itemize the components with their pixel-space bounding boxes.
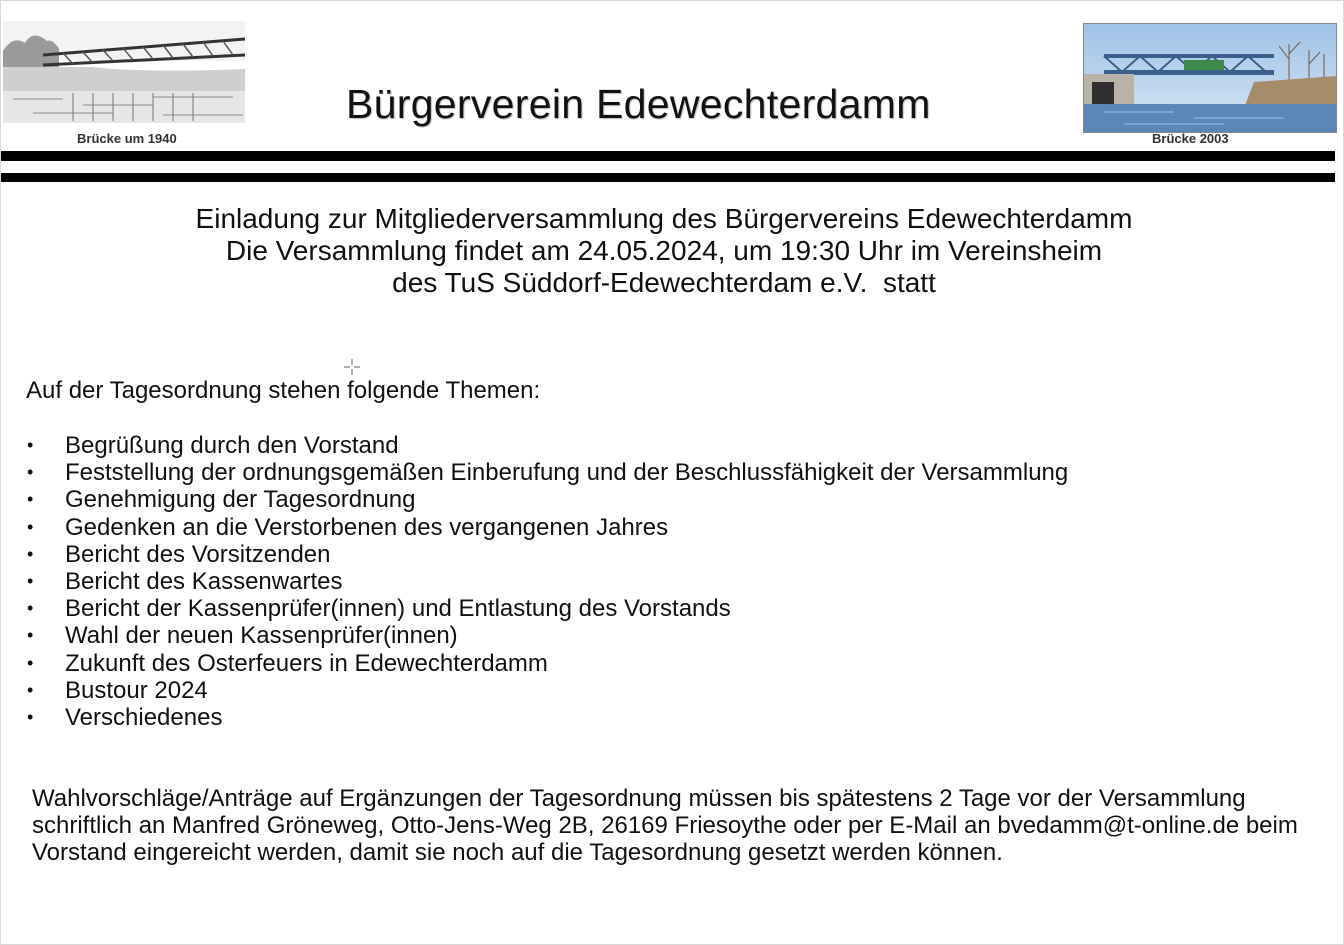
agenda-item-text: Bericht des Vorsitzenden (65, 540, 331, 568)
invitation-line-3: des TuS Süddorf-Edewechterdam e.V. statt (392, 267, 936, 298)
bullet-icon: • (27, 652, 34, 673)
modern-bridge-image (1083, 23, 1337, 133)
agenda-item (26, 677, 1068, 704)
agenda-item-text: Genehmigung der Tagesordnung (65, 486, 416, 514)
bullet-icon: • (27, 679, 34, 700)
bullet-icon: • (27, 598, 34, 619)
agenda-item (26, 704, 1068, 731)
header-rule-thick (1, 151, 1335, 161)
agenda-item (26, 568, 1068, 595)
agenda-item (26, 432, 1068, 459)
invitation-line-1: Einladung zur Mitgliederversammlung des Bürgervereins Edewechterdamm (195, 203, 1133, 234)
agenda-item-text: Verschiedenes (65, 703, 223, 731)
page-title: Bürgerverein Edewechterdamm (346, 81, 931, 127)
agenda-item-text: Bustour 2024 (65, 676, 208, 704)
invitation-line-2: Die Versammlung findet am 24.05.2024, um 19:30 Uhr im Vereinsheim (225, 235, 1103, 266)
agenda-item (26, 595, 1068, 622)
invitation-block (1, 203, 1327, 299)
agenda-item-text: Zukunft des Osterfeuers in Edewechterdamm (65, 649, 548, 677)
bullet-icon: • (27, 435, 34, 455)
historic-bridge-image (3, 21, 245, 123)
agenda-item-text: Wahl der neuen Kassenprüfer(innen) (65, 622, 458, 650)
agenda-item-text: Bericht der Kassenprüfer(innen) und Entlastung des Vorstands (65, 595, 731, 623)
bullet-icon: • (27, 543, 34, 564)
bullet-icon: • (27, 462, 34, 483)
agenda-item-text: Feststellung der ordnungsgemäßen Einberufung und der Beschlussfähigkeit der Versammlung (65, 459, 1069, 487)
historic-bridge-caption: Brücke um 1940 (77, 131, 177, 146)
crosshair-cursor-icon (343, 358, 361, 379)
bullet-icon: • (27, 625, 34, 646)
agenda-intro: Auf der Tagesordnung stehen folgende Themen: (26, 377, 541, 404)
agenda-item (26, 459, 1068, 486)
bullet-icon: • (27, 516, 34, 537)
agenda-item (26, 514, 1068, 541)
agenda-item-text: Gedenken an die Verstorbenen des vergangenen Jahres (65, 513, 669, 541)
bullet-icon: • (27, 706, 34, 727)
bullet-icon: • (27, 570, 34, 591)
agenda-item-text: Begrüßung durch den Vorstand (65, 432, 399, 459)
agenda-list (26, 432, 1068, 731)
agenda-item (26, 650, 1068, 677)
agenda-item-text: Bericht des Kassenwartes (65, 567, 343, 595)
agenda-item (26, 622, 1068, 649)
modern-bridge-caption: Brücke 2003 (1152, 131, 1229, 146)
agenda-item (26, 486, 1068, 513)
bullet-icon: • (27, 489, 34, 510)
agenda-item (26, 541, 1068, 568)
submission-note: Wahlvorschläge/Anträge auf Ergänzungen der Tagesordnung müssen bis spätestens 2 Tage vor der Versammlung schriftlich an Manfred Gröneweg, Otto-Jens-Weg 2B, 26169 Friesoythe oder per E-Mail an bvedamm@t-online.de beim Vorstand eingereicht werden, damit sie noch auf die Tagesordnung gesetzt werden können. (32, 785, 1298, 866)
header-rule-thin (1, 173, 1335, 182)
